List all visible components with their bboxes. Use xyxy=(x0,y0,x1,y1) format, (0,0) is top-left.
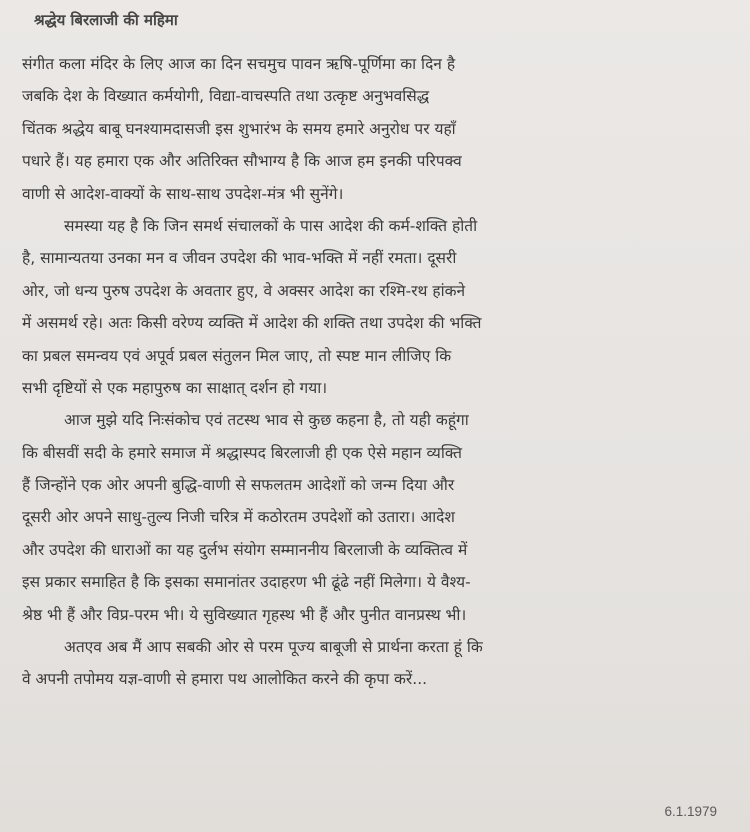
text-line: वे अपनी तपोमय यज्ञ-वाणी से हमारा पथ आलोकित करने की कृपा करें... xyxy=(22,670,428,689)
text-line: हैं जिन्होंने एक ओर अपनी बुद्धि-वाणी से सफलतम आदेशों को जन्म दिया और xyxy=(22,476,455,495)
text-line: ओर, जो धन्य पुरुष उपदेश के अवतार हुए, वे अक्सर आदेश का रश्मि-रथ हांकने xyxy=(22,281,466,300)
text-line: पधारे हैं। यह हमारा एक और अतिरिक्त सौभाग्य है कि आज हम इनकी परिपक्व xyxy=(22,152,462,171)
text-line: है, सामान्यतया उनका मन व जीवन उपदेश की भाव-भक्ति में नहीं रमता। दूसरी xyxy=(22,249,457,268)
text-line: कि बीसवीं सदी के हमारे समाज में श्रद्धास्पद बिरलाजी ही एक ऐसे महान व्यक्ति xyxy=(22,443,462,462)
text-line: आज मुझे यदि निःसंकोच एवं तटस्थ भाव से कुछ कहना है, तो यही कहूंगा xyxy=(64,411,469,430)
text-line: दूसरी ओर अपने साधु-तुल्य निजी चरित्र में कठोरतम उपदेशों को उतारा। आदेश xyxy=(22,508,455,527)
text-line: चिंतक श्रद्धेय बाबू घनश्यामदासजी इस शुभारंभ के समय हमारे अनुरोध पर यहाँ xyxy=(22,119,456,138)
text-line: श्रेष्ठ भी हैं और विप्र-परम भी। ये सुविख्यात गृहस्थ भी हैं और पुनीत वानप्रस्थ भी। xyxy=(22,605,467,624)
text-line: सभी दृष्टियों से एक महापुरुष का साक्षात् दर्शन हो गया। xyxy=(22,378,328,397)
text-line: इस प्रकार समाहित है कि इसका समानांतर उदाहरण भी ढूंढे नहीं मिलेगा। ये वैश्य- xyxy=(22,573,471,592)
page-title: श्रद्धेय बिरलाजी की महिमा xyxy=(34,11,178,29)
body-text xyxy=(22,48,722,696)
text-line: और उपदेश की धाराओं का यह दुर्लभ संयोग सम्माननीय बिरलाजी के व्यक्तित्व में xyxy=(22,540,468,559)
text-line: में असमर्थ रहे। अतः किसी वरेण्य व्यक्ति में आदेश की शक्ति तथा उपदेश की भक्ति xyxy=(22,314,482,333)
text-line: संगीत कला मंदिर के लिए आज का दिन सचमुच पावन ऋषि-पूर्णिमा का दिन है xyxy=(22,55,456,73)
text-line: अतएव अब मैं आप सबकी ओर से परम पूज्य बाबूजी से प्रार्थना करता हूं कि xyxy=(64,638,483,657)
text-line: समस्या यह है कि जिन समर्थ संचालकों के पास आदेश की कर्म-शक्ति होती xyxy=(64,216,478,235)
text-line: वाणी से आदेश-वाक्यों के साथ-साथ उपदेश-मंत्र भी सुनेंगे। xyxy=(22,184,344,203)
text-line: का प्रबल समन्वय एवं अपूर्व प्रबल संतुलन मिल जाए, तो स्पष्ट मान लीजिए कि xyxy=(22,346,452,365)
text-line: जबकि देश के विख्यात कर्मयोगी, विद्या-वाचस्पति तथा उत्कृष्ट अनुभवसिद्ध xyxy=(22,87,430,106)
date-stamp: 6.1.1979 xyxy=(664,804,717,819)
